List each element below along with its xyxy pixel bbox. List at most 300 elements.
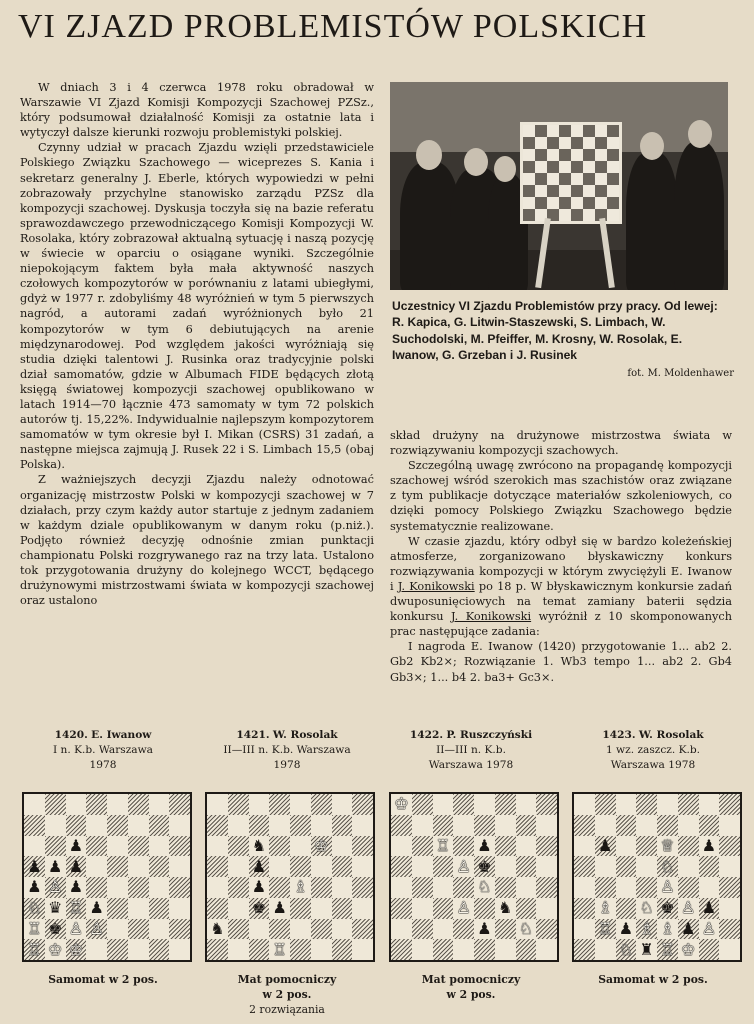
board-square xyxy=(595,836,616,857)
white-rook-icon: ♖ xyxy=(27,939,42,959)
paragraph: Z ważniejszych decyzji Zjazdu należy odnotować organizację mistrzostw Polski w kompozycji szachowej w 7 działach, przy czym każdy autor startuje z jednym zadaniem w każdym dziale opublikowanym w danym roku (p.niż.). Podjęto również decyzję odnośnie zmian punktacji championatu Polski rozgrywanego raz na trzy lata. Ustalono tok przygotowania drużyny do kolejnego WCCT, będącego drużynowymi mistrzostwami świata w kompozycji szachowej oraz ustalono xyxy=(20,473,374,608)
white-rook-icon: ♖ xyxy=(435,835,451,855)
board-square xyxy=(536,898,557,919)
board-square xyxy=(574,919,595,940)
problem-number: 1420. xyxy=(54,729,88,741)
black-pawn-icon: ♟ xyxy=(701,835,717,855)
board-square xyxy=(86,939,107,960)
chessboard-1423 xyxy=(572,792,742,962)
board-square xyxy=(66,939,87,960)
board-square xyxy=(24,919,45,940)
problem-author: W. Rosolak xyxy=(638,729,704,741)
board-square xyxy=(311,836,332,857)
board-square xyxy=(495,856,516,877)
board-square xyxy=(207,939,228,960)
board-square xyxy=(332,794,353,815)
board-square xyxy=(311,794,332,815)
board-square xyxy=(495,898,516,919)
board-square xyxy=(107,815,128,836)
board-square xyxy=(228,939,249,960)
board-square xyxy=(574,815,595,836)
white-pawn-icon: ♙ xyxy=(89,918,104,938)
board-square xyxy=(595,815,616,836)
board-square xyxy=(128,898,149,919)
board-square xyxy=(228,919,249,940)
board-square xyxy=(66,794,87,815)
board-square xyxy=(495,815,516,836)
board-square xyxy=(149,939,170,960)
board-square xyxy=(107,856,128,877)
board-square xyxy=(66,919,87,940)
board-square xyxy=(86,794,107,815)
white-king-icon: ♔ xyxy=(47,939,63,959)
problem-year: Warszawa 1978 xyxy=(610,759,696,771)
board-square xyxy=(719,836,740,857)
board-square xyxy=(128,919,149,940)
board-square xyxy=(636,794,657,815)
board-square xyxy=(290,836,311,857)
photo-congress-participants xyxy=(390,82,728,290)
board-square xyxy=(269,794,290,815)
board-square xyxy=(24,836,45,857)
board-square xyxy=(616,794,637,815)
board-square xyxy=(616,836,637,857)
board-square xyxy=(169,815,190,836)
board-square xyxy=(495,939,516,960)
board-square xyxy=(128,856,149,877)
board-square xyxy=(207,856,228,877)
board-square xyxy=(699,856,720,877)
black-pawn-icon: ♟ xyxy=(597,835,613,855)
board-square xyxy=(719,919,740,940)
board-square xyxy=(719,815,740,836)
board-square xyxy=(169,919,190,940)
board-square xyxy=(433,877,454,898)
board-square xyxy=(86,815,107,836)
board-square xyxy=(169,877,190,898)
board-square xyxy=(269,939,290,960)
board-square xyxy=(290,794,311,815)
board-square xyxy=(474,877,495,898)
board-square xyxy=(107,877,128,898)
board-square xyxy=(453,939,474,960)
board-square xyxy=(249,877,270,898)
board-square xyxy=(207,877,228,898)
board-square xyxy=(169,856,190,877)
board-square xyxy=(453,856,474,877)
chessboard-1422 xyxy=(389,792,559,962)
board-square xyxy=(516,939,537,960)
problem-award: II—III n. K.b. Warszawa xyxy=(223,744,351,756)
board-square xyxy=(352,919,373,940)
board-square xyxy=(453,836,474,857)
board-square xyxy=(352,856,373,877)
white-rook-icon: ♖ xyxy=(597,918,613,938)
black-pawn-icon: ♟ xyxy=(272,898,287,918)
board-square xyxy=(24,815,45,836)
stipulation-line: Samomat w 2 pos. xyxy=(48,973,158,986)
board-square xyxy=(678,836,699,857)
black-king-icon: ♚ xyxy=(251,898,267,918)
black-pawn-icon: ♟ xyxy=(618,918,634,938)
board-square xyxy=(391,877,412,898)
board-square xyxy=(636,919,657,940)
paragraph-text: wyróżnił z 10 skomponowanych prac następujące zadania: xyxy=(390,610,732,639)
white-pawn-icon: ♙ xyxy=(701,918,717,938)
board-square xyxy=(149,856,170,877)
board-square xyxy=(290,898,311,919)
board-square xyxy=(574,939,595,960)
board-square xyxy=(616,939,637,960)
board-square xyxy=(657,898,678,919)
board-square xyxy=(128,836,149,857)
chessboard-1420 xyxy=(22,792,192,962)
black-king-icon: ♚ xyxy=(660,898,675,918)
board-square xyxy=(474,836,495,857)
board-square xyxy=(332,815,353,836)
board-square xyxy=(249,919,270,940)
stipulation-line: w 2 pos. xyxy=(262,988,312,1001)
problem-year: 1978 xyxy=(89,759,117,771)
underlined-name: J. Konikowski xyxy=(397,579,475,593)
problem-author: E. Iwanow xyxy=(91,729,152,741)
board-square xyxy=(516,794,537,815)
board-square xyxy=(595,856,616,877)
black-pawn-icon: ♟ xyxy=(477,835,492,855)
board-square xyxy=(433,856,454,877)
board-square xyxy=(66,815,87,836)
board-square xyxy=(149,898,170,919)
board-square xyxy=(536,794,557,815)
board-square xyxy=(616,919,637,940)
black-queen-icon: ♛ xyxy=(47,898,63,918)
board-square xyxy=(228,815,249,836)
board-square xyxy=(391,856,412,877)
board-square xyxy=(169,794,190,815)
problem-number: 1423. xyxy=(602,729,636,741)
black-rook-icon: ♜ xyxy=(639,939,654,959)
board-square xyxy=(474,919,495,940)
photo-credit: fot. M. Moldenhawer xyxy=(627,368,734,379)
board-square xyxy=(149,877,170,898)
board-square xyxy=(516,856,537,877)
paragraph-text: W czasie zjazdu, który odbył się w bardzo koleżeńskiej atmosferze, zorganizowano błyskawiczny konkurs rozwiązywania kompozycji w którym zwyciężyli E. Iwanow i xyxy=(390,534,732,593)
black-pawn-icon: ♟ xyxy=(68,835,84,855)
board-square xyxy=(107,836,128,857)
white-pawn-icon: ♙ xyxy=(47,877,63,897)
white-rook-icon: ♖ xyxy=(272,939,287,959)
board-square xyxy=(595,919,616,940)
board-square xyxy=(657,877,678,898)
board-square xyxy=(595,898,616,919)
board-square xyxy=(678,815,699,836)
board-square xyxy=(107,919,128,940)
black-pawn-icon: ♟ xyxy=(47,856,63,876)
board-square xyxy=(66,877,87,898)
board-square xyxy=(536,919,557,940)
board-square xyxy=(574,794,595,815)
board-square xyxy=(228,794,249,815)
board-square xyxy=(352,836,373,857)
white-pawn-icon: ♙ xyxy=(456,898,471,918)
board-square xyxy=(352,794,373,815)
board-square xyxy=(474,939,495,960)
board-square xyxy=(332,919,353,940)
board-square xyxy=(391,898,412,919)
board-square xyxy=(636,856,657,877)
problem-author: W. Rosolak xyxy=(272,729,338,741)
board-square xyxy=(516,898,537,919)
board-square xyxy=(657,919,678,940)
black-pawn-icon: ♟ xyxy=(701,898,717,918)
board-square xyxy=(228,877,249,898)
board-square xyxy=(24,856,45,877)
board-square xyxy=(128,939,149,960)
board-square xyxy=(169,836,190,857)
board-square xyxy=(107,794,128,815)
paragraph: Czynny udział w pracach Zjazdu wzięli przedstawiciele Polskiego Związku Szachowego — wiceprezes S. Kania i sekretarz generalny J. Eberle, których wypowiedzi w pełni zobrazowały przychylne stanowisko zarządu PZSz dla kompozycji szachowej. Dyskusja toczyła się na bazie referatu sprawozdawczego przewodniczącego Komisji Kompozycji W. Rosolaka, który zobrazował aktualną sytuację i naszą pozycję w świecie w oparciu o osiągane wyniki. Szczególnie niepokojącym faktem była mała aktywność naszych czołowych kompozytorów w porównaniu z latami ubiegłymi, gdyż w 1977 r. zdobyliśmy 48 wyróżnień w tym 5 pierwszych nagród, a autorami zadań wyróżnionych było 21 kompozytorów w tym 6 debiutujących na arenie międzynarodowej. Pod względem jakości wyróżniają się studia dzięki talentowi J. Rusinka oraz tradycyjnie polski dział samomatów, gdzie w Albumach FIDE będących złotą księgą światowej kompozycji szachowej opublikowano w latach 1914—70 łącznie 473 samomaty w tym 72 polskich autorów tj. 15,22%. Indywidualnie najlepszym kompozytorem samomatów w tym okresie był I. Mikan (CSRS) 31 zadań, a następne miejsca zajmują J. Rusek 22 i S. Limbach 15,5 (obaj Polska). xyxy=(20,141,374,472)
board-square xyxy=(616,856,637,877)
board-square xyxy=(453,794,474,815)
board-square xyxy=(207,836,228,857)
stipulation-line: 2 rozwiązania xyxy=(249,1003,325,1016)
black-pawn-icon: ♟ xyxy=(68,856,84,876)
problem-number: 1422. xyxy=(409,729,444,741)
problem-year: 1978 xyxy=(273,759,301,771)
board-square xyxy=(249,794,270,815)
paragraph: I nagroda E. Iwanow (1420) przygotowanie 1... ab2 2. Gb2 Kb2×; Rozwiązanie 1. Wb3 tempo 1... ab2 2. Gb4 Gb3×; 1... b4 2. ba3+ Gc3×. xyxy=(390,640,732,684)
board-square xyxy=(391,939,412,960)
board-square xyxy=(595,939,616,960)
board-square xyxy=(332,856,353,877)
problem-year: Warszawa 1978 xyxy=(428,759,514,771)
board-square xyxy=(536,856,557,877)
board-square xyxy=(474,856,495,877)
board-square xyxy=(352,898,373,919)
board-square xyxy=(574,898,595,919)
board-square xyxy=(495,836,516,857)
board-square xyxy=(495,877,516,898)
board-square xyxy=(474,815,495,836)
board-square xyxy=(249,939,270,960)
board-square xyxy=(311,815,332,836)
board-square xyxy=(45,898,66,919)
board-square xyxy=(86,919,107,940)
board-square xyxy=(574,856,595,877)
board-square xyxy=(45,815,66,836)
white-pawn-icon: ♙ xyxy=(660,877,675,897)
board-square xyxy=(719,939,740,960)
underlined-name: J. Konikowski xyxy=(451,610,532,624)
board-square xyxy=(45,877,66,898)
board-square xyxy=(290,919,311,940)
board-square xyxy=(228,856,249,877)
white-queen-icon: ♕ xyxy=(660,835,675,855)
stipulation-line: Mat pomocniczy xyxy=(421,973,521,986)
problem-stipulation-1420 xyxy=(12,972,194,987)
board-square xyxy=(616,898,637,919)
board-square xyxy=(657,939,678,960)
white-knight-icon: ♘ xyxy=(618,939,634,959)
board-square xyxy=(636,898,657,919)
board-square xyxy=(678,939,699,960)
problem-stipulation-1421 xyxy=(196,972,378,1017)
paragraph: Szczególną uwagę zwrócono na propagandę kompozycji szachowej wśród szerokich mas szachistów oraz związane z tym publikacje dotyczące materiałów szkoleniowych, co dzięki pomocy Polskiego Związku Szachowego będzie systematycznie realizowane. xyxy=(390,459,732,533)
board-square xyxy=(290,815,311,836)
white-rook-icon: ♖ xyxy=(660,939,675,959)
board-square xyxy=(332,877,353,898)
board-square xyxy=(24,898,45,919)
board-square xyxy=(412,939,433,960)
board-square xyxy=(24,939,45,960)
white-knight-icon: ♘ xyxy=(477,877,492,897)
board-square xyxy=(699,919,720,940)
board-square xyxy=(719,856,740,877)
board-square xyxy=(636,815,657,836)
problem-award: 1 wz. zaszcz. K.b. xyxy=(605,744,701,756)
white-bishop-icon: ♗ xyxy=(597,898,613,918)
board-square xyxy=(249,898,270,919)
board-square xyxy=(516,815,537,836)
board-square xyxy=(86,856,107,877)
white-bishop-icon: ♗ xyxy=(639,918,654,938)
board-square xyxy=(352,815,373,836)
white-king-icon: ♔ xyxy=(680,939,696,959)
problem-heading-1421 xyxy=(196,728,378,773)
board-square xyxy=(269,836,290,857)
board-square xyxy=(433,939,454,960)
problem-heading-1420 xyxy=(12,728,194,773)
board-square xyxy=(128,794,149,815)
board-square xyxy=(391,794,412,815)
paragraph xyxy=(390,534,732,640)
board-square xyxy=(269,877,290,898)
board-square xyxy=(616,877,637,898)
board-square xyxy=(412,919,433,940)
article-title: VI ZJAZD PROBLEMISTÓW POLSKICH xyxy=(18,8,648,45)
board-square xyxy=(24,794,45,815)
board-square xyxy=(636,836,657,857)
board-square xyxy=(86,898,107,919)
board-square xyxy=(290,939,311,960)
board-square xyxy=(352,877,373,898)
white-knight-icon: ♘ xyxy=(518,918,534,938)
board-square xyxy=(332,939,353,960)
board-square xyxy=(453,877,474,898)
board-square xyxy=(391,919,412,940)
problem-heading-1423 xyxy=(562,728,744,773)
board-square xyxy=(128,815,149,836)
board-square xyxy=(290,856,311,877)
board-square xyxy=(391,815,412,836)
stipulation-line: Samomat w 2 pos. xyxy=(598,973,708,986)
board-square xyxy=(536,877,557,898)
board-square xyxy=(311,919,332,940)
board-square xyxy=(207,815,228,836)
demo-chessboard xyxy=(520,122,622,224)
black-king-icon: ♚ xyxy=(47,918,63,938)
board-square xyxy=(228,836,249,857)
problem-stipulation-1423 xyxy=(562,972,744,987)
board-square xyxy=(332,898,353,919)
board-square xyxy=(207,794,228,815)
black-pawn-icon: ♟ xyxy=(251,877,267,897)
black-pawn-icon: ♟ xyxy=(251,856,267,876)
board-square xyxy=(636,939,657,960)
board-square xyxy=(412,877,433,898)
board-square xyxy=(149,836,170,857)
white-knight-icon: ♘ xyxy=(639,898,654,918)
board-square xyxy=(516,919,537,940)
board-square xyxy=(311,877,332,898)
board-square xyxy=(86,836,107,857)
board-square xyxy=(495,919,516,940)
paragraph-text: po 18 p. W błyskawicznym konkursie zadań dwuposunięciowych na temat zamiany baterii sędzia konkursu xyxy=(390,579,732,624)
board-square xyxy=(45,939,66,960)
board-square xyxy=(412,836,433,857)
board-square xyxy=(574,836,595,857)
board-square xyxy=(169,898,190,919)
board-square xyxy=(290,877,311,898)
white-pawn-icon: ♙ xyxy=(680,898,696,918)
board-square xyxy=(678,898,699,919)
board-square xyxy=(433,919,454,940)
white-bishop-icon: ♗ xyxy=(293,877,308,897)
photo-caption: Uczestnicy VI Zjazdu Problemistów przy pracy. Od lewej: R. Kapica, G. Litwin-Staszewski, S. Limbach, W. Suchodolski, M. Pfeiffer, M. Krosny, W. Rosolak, E. Iwanow, G. Grzeban i J. Rusinek xyxy=(392,299,718,363)
board-square xyxy=(269,898,290,919)
board-square xyxy=(536,939,557,960)
board-square xyxy=(699,794,720,815)
board-square xyxy=(719,794,740,815)
board-square xyxy=(678,877,699,898)
problem-award: I n. K.b. Warszawa xyxy=(53,744,153,756)
board-square xyxy=(249,856,270,877)
board-square xyxy=(107,939,128,960)
board-square xyxy=(45,836,66,857)
board-square xyxy=(269,815,290,836)
board-square xyxy=(66,856,87,877)
board-square xyxy=(228,898,249,919)
board-square xyxy=(474,898,495,919)
board-square xyxy=(453,919,474,940)
board-square xyxy=(657,856,678,877)
black-knight-icon: ♞ xyxy=(251,835,267,855)
white-pawn-icon: ♙ xyxy=(456,856,471,876)
paragraph: W dniach 3 i 4 czerwca 1978 roku obradował w Warszawie VI Zjazd Komisji Kompozycji Szachowej PZSz., który podsumował działalność Komisji za ostatnie lata i wytyczył dalsze kierunki rozwoju problemistyki polskiej. xyxy=(20,81,374,140)
board-square xyxy=(536,815,557,836)
problem-stipulation-1422 xyxy=(380,972,562,1002)
board-square xyxy=(86,877,107,898)
problem-author: P. Ruszczyński xyxy=(446,729,533,741)
board-square xyxy=(453,815,474,836)
board-square xyxy=(45,856,66,877)
board-square xyxy=(107,898,128,919)
white-king-icon: ♔ xyxy=(313,835,329,855)
article-column-left xyxy=(20,80,374,608)
board-square xyxy=(574,877,595,898)
board-square xyxy=(332,836,353,857)
black-knight-icon: ♞ xyxy=(497,898,513,918)
white-pawn-icon: ♙ xyxy=(68,918,84,938)
board-square xyxy=(699,877,720,898)
board-square xyxy=(311,939,332,960)
problem-number: 1421. xyxy=(236,729,270,741)
white-bishop-icon: ♗ xyxy=(660,918,675,938)
board-square xyxy=(678,919,699,940)
board-square xyxy=(699,815,720,836)
board-square xyxy=(678,856,699,877)
board-square xyxy=(516,877,537,898)
